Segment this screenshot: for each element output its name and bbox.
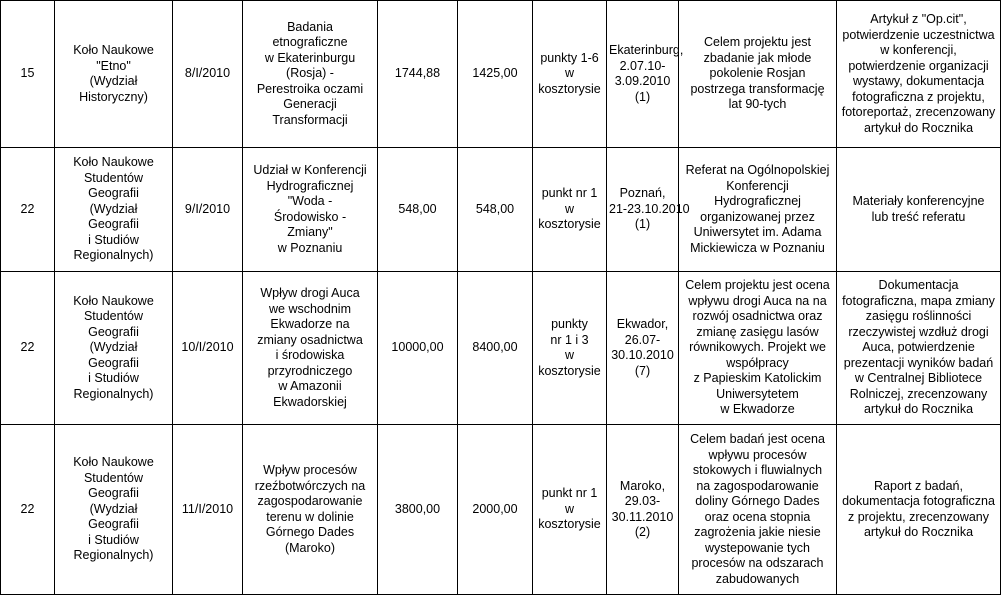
cell-text-line: artykuł do Rocznika [863,120,974,135]
cell-text-line: i środowiska [275,348,345,362]
cell-organization [55,272,173,425]
cell-text-line: rzeźbotwórczych na [254,478,366,493]
cell-project-title [243,1,378,148]
cell-text-line: Wpływ procesów [263,463,357,477]
cell-text-line: w [564,501,575,516]
cell-text-line: zabudowanych [715,571,800,586]
cell-text-line: fotograficzna z projektu, [852,89,985,104]
cell-text-line: wpływu drogi Auca na na [688,293,827,308]
cell-decision-id: 10/I/2010 [173,272,243,425]
cell-text-line: 26.07- [624,332,661,347]
cell-text-line: Środowisko - [273,209,347,224]
cell-text-line: Poznań, [619,186,666,201]
cell-text-line: Udział w Konferencji [253,163,367,177]
cell-granted-amount: 1425,00 [458,1,533,148]
cell-expected-outcome [837,272,1001,425]
cell-text-line: (2) [634,525,651,539]
cell-text-line: zagospodarowanie [257,494,363,508]
cell-granted-amount: 8400,00 [458,272,533,425]
cell-text-line: Geografii [88,217,139,232]
cell-text-line: postrzega transformację [690,81,825,96]
cell-requested-amount: 3800,00 [378,425,458,595]
cell-expected-outcome [837,425,1001,595]
cell-project-title [243,425,378,595]
cell-place-date [607,1,684,148]
cell-text-line: i Studiów [88,232,139,247]
cell-text-line: kosztorysie [538,217,601,232]
cell-cost-items [533,425,607,595]
cell-place-date [607,148,690,272]
cell-project-goal [679,425,837,595]
cell-text-line: Referat na Ogólnopolskiej [685,163,830,177]
cell-place-date [607,425,679,595]
cell-text-line: "Woda - [287,194,333,208]
cell-text-line: Generacji [283,97,337,112]
cell-text-line: w Amazonii [278,379,342,393]
cell-text-line: Perestroika oczami [256,81,364,96]
cell-text-line: Geografii [88,186,139,201]
cell-text-line: z projektu, zrecenzowany [847,509,990,524]
cell-text-line: (Wydział [89,501,138,516]
cell-organization [55,425,173,595]
cell-text-line: w Centralnej Bibliotece [854,371,983,386]
cell-text-line: (Wydział [89,201,138,216]
cell-requested-amount: 1744,88 [378,1,458,148]
cell-text-line: we wschodnim [269,301,351,316]
cell-text-line: 30.10.2010 [611,348,674,362]
cell-text-line: kosztorysie [538,81,601,96]
cell-text-line: w Ekwadorze [720,402,795,417]
cell-text-line: Hydrograficznej [714,194,801,208]
cell-text-line: oraz ocena stopnia [704,509,811,524]
cell-text-line: Celem badań jest ocena [690,432,825,446]
cell-text-line: 2.07.10- [619,58,666,73]
cell-requested-amount: 548,00 [378,148,458,272]
cell-text-line: w [564,201,575,216]
cell-expected-outcome [837,1,1001,148]
cell-cost-items [533,272,607,425]
cell-text-line: zasięgu roślinności [865,309,972,324]
cell-text-line: (Wydział [89,74,138,88]
cell-text-line: Studentów [83,309,144,324]
cell-text-line: lub treść referatu [871,209,966,224]
cell-number: 15 [1,1,55,148]
cell-text-line: terenu w dolinie [266,509,354,524]
cell-text-line: Historyczny) [79,89,148,104]
cell-text-line: potwierdzenie uczestnictwa [842,27,995,42]
cell-text-line: Koło Naukowe [73,455,154,470]
cell-text-line: (1) [634,89,651,104]
cell-text-line: Geografii [88,486,139,501]
cell-text-line: stokowych i fluwialnych [692,463,823,477]
cell-text-line: Uniwersytet im. Adama [693,225,822,239]
cell-text-line: Koło Naukowe [73,43,154,57]
cell-text-line: Celem projektu jest ocena [685,278,830,293]
cell-project-title [243,272,378,425]
cell-text-line: Regionalnych) [73,386,154,401]
cell-text-line: nr 1 i 3 [550,332,589,347]
cell-project-goal [679,272,837,425]
cell-text-line: lat 90-tych [728,97,787,112]
cell-text-line: Auca, potwierdzenie [862,340,975,355]
cell-text-line: w Poznaniu [277,240,343,255]
cell-text-line: artykuł do Rocznika [863,525,974,539]
cell-text-line: Materiały konferencyjne [852,194,985,208]
table-row [1,148,1001,272]
cell-text-line: punkty 1-6 [540,50,599,65]
cell-text-line: kosztorysie [538,363,601,378]
cell-text-line: Regionalnych) [73,548,154,563]
cell-text-line: Geografii [88,324,139,339]
cell-text-line: kosztorysie [538,517,601,532]
cell-text-line: "Etno" [96,58,131,73]
cell-text-line: Konferencji [726,178,789,193]
cell-text-line: zbadanie jak młode [703,50,812,65]
cell-text-line: Zmiany" [287,225,333,239]
cell-text-line: (7) [634,363,651,378]
cell-text-line: pokolenie Rosjan [709,66,806,81]
table-row [1,425,1001,595]
cell-text-line: rozwój osadnictwa oraz [692,309,823,324]
cell-number: 22 [1,272,55,425]
cell-text-line: Studentów [83,470,144,485]
cell-text-line: dokumentacja fotograficzna [842,494,995,508]
cell-text-line: Maroko, [619,478,666,493]
cell-requested-amount: 10000,00 [378,272,458,425]
cell-project-title [243,148,378,272]
cell-text-line: Dokumentacja [878,278,959,293]
cell-decision-id: 9/I/2010 [173,148,243,272]
cell-text-line: Koło Naukowe [73,293,154,308]
cell-cost-items [533,148,607,272]
cell-text-line: (Maroko) [284,540,335,555]
cell-text-line: rzeczywistej wzdłuż drogi [848,324,989,339]
cell-text-line: fotograficzna, mapa zmiany [842,293,995,308]
cell-text-line: Celem projektu jest [704,35,811,50]
cell-text-line: artykuł do Rocznika [863,402,974,417]
table-body [1,1,1001,595]
cell-text-line: Geografii [88,355,139,370]
cell-text-line: Transformacji [272,112,348,127]
cell-text-line: procesów na odszarach [691,556,824,570]
cell-text-line: Uniwersytetem [716,386,799,401]
cell-text-line: punkty [551,317,588,331]
cell-text-line: Studentów [83,170,144,185]
cell-text-line: Raport z badań, [874,478,963,493]
cell-text-line: 3.09.2010 [614,74,671,88]
cell-text-line: 30.11.2010 [611,509,674,524]
table-row [1,272,1001,425]
cell-organization [55,1,173,148]
cell-text-line: Wpływ drogi Auca [260,286,360,300]
cell-text-line: Regionalnych) [73,248,154,263]
cell-granted-amount: 2000,00 [458,425,533,595]
cell-text-line: fotoreportaż, zrecenzowany [841,105,996,119]
cell-text-line: Hydrograficznej [266,178,354,193]
cell-granted-amount: 548,00 [458,148,533,272]
cell-text-line: (Wydział [89,340,138,355]
table-row [1,1,1001,148]
cell-text-line: wystawy, dokumentacja [852,74,985,88]
cell-text-line: i Studiów [88,371,139,386]
cell-text-line: Koło Naukowe [73,155,154,170]
cell-text-line: wystepowanie tych [705,540,810,555]
cell-text-line: w [564,348,575,362]
cell-number: 22 [1,148,55,272]
cell-text-line: zmianę zasięgu lasów [696,324,819,339]
cell-text-line: punkt nr 1 [541,486,598,501]
cell-text-line: w konferencji, [880,43,957,57]
cell-project-goal [679,148,837,272]
cell-text-line: Ekwadorze na [270,317,350,331]
cell-text-line: Mickiewicza w Poznaniu [690,240,825,255]
cell-text-line: 29.03- [624,494,661,508]
cell-text-line: potwierdzenie organizacji [848,58,989,73]
cell-text-line: doliny Górnego Dades [695,494,820,508]
cell-text-line: organizowanej przez [700,209,815,224]
cell-text-line: Ekwador, [616,317,669,331]
cell-text-line: przyrodniczego [267,363,353,378]
cell-text-line: Ekaterinburg, [609,43,684,57]
cell-text-line: Artykuł z "Op.cit", [870,12,967,26]
cell-text-line: z Papieskim Katolickim [693,371,822,386]
cell-text-line: Górnego Dades [265,525,355,539]
cell-text-line: Ekwadorskiej [273,394,347,409]
cell-text-line: zmiany osadnictwa [257,332,363,347]
cell-text-line: prezentacji wyników badań [843,355,994,370]
cell-text-line: 21-23.10.2010 [609,201,690,216]
cell-cost-items [533,1,607,148]
cell-text-line: i Studiów [88,532,139,547]
cell-decision-id: 8/I/2010 [173,1,243,148]
cell-text-line: Badania [287,19,333,34]
cell-expected-outcome [837,148,1001,272]
cell-text-line: punkt nr 1 [541,186,598,201]
cell-text-line: wpływu procesów [708,447,807,462]
cell-text-line: Geografii [88,517,139,532]
cell-text-line: Rolniczej, zrecenzowany [849,386,988,401]
cell-text-line: etnograficzne [272,35,348,50]
cell-text-line: współpracy [726,355,789,370]
cell-text-line: w Ekaterinburgu [264,50,356,65]
cell-number: 22 [1,425,55,595]
cell-organization [55,148,173,272]
cell-text-line: równikowych. Projekt we [689,340,826,355]
cell-text-line: w [564,66,575,81]
cell-project-goal [679,1,837,148]
cell-text-line: zagrożenia jakie niesie [694,525,821,539]
cell-text-line: na zagospodarowanie [696,478,819,493]
cell-text-line: (1) [634,217,651,232]
cell-place-date [607,272,679,425]
cell-text-line: (Rosja) - [286,66,334,81]
cell-decision-id: 11/I/2010 [173,425,243,595]
